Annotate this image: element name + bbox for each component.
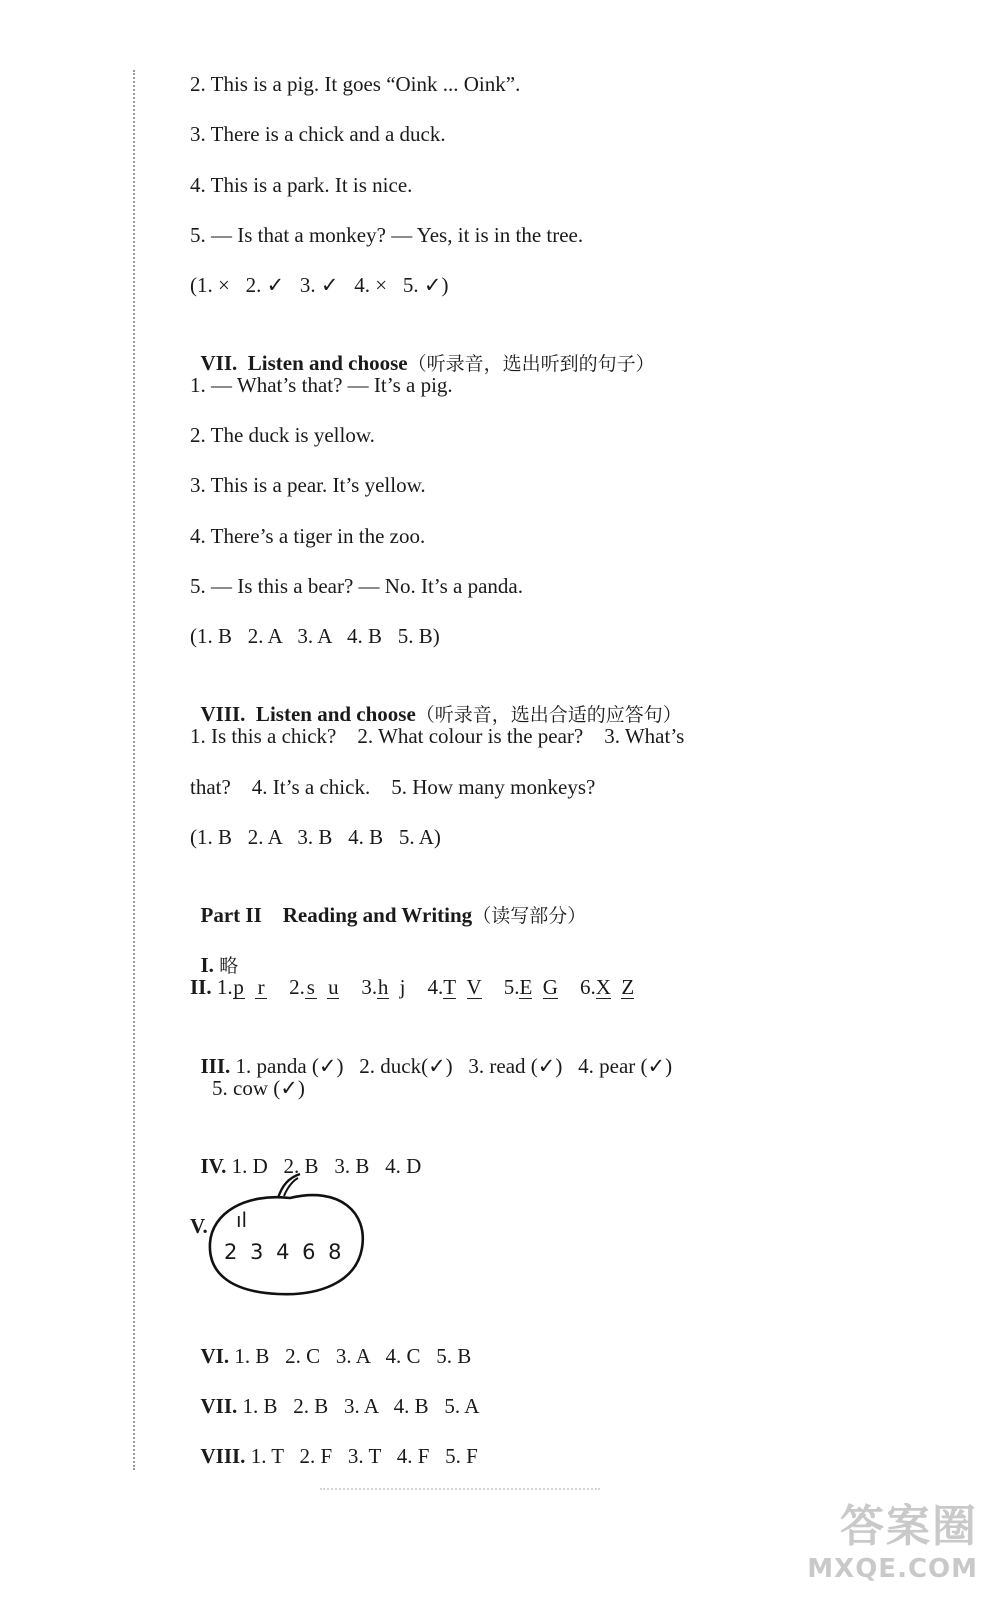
q2-letter: T (443, 975, 457, 999)
s8-heading-en: VIII. Listen and choose (200, 702, 416, 726)
q7-text: 1. B 2. B 3. A 4. B 5. A (242, 1394, 480, 1418)
s8-line-1: 1. Is this a chick? 2. What colour is the pear? 3. What’s (190, 724, 685, 748)
s8-heading (190, 672, 682, 729)
q2-letter: r (255, 976, 267, 999)
part2-heading (190, 873, 586, 930)
s8-line-2: that? 4. It’s a chick. 5. How many monkeys? (190, 775, 596, 799)
q2-letter: j (399, 975, 406, 999)
q2-num: 6. (579, 975, 596, 999)
q2-num: 5. (503, 975, 520, 999)
q2-letter: V (466, 975, 482, 999)
margin-dotted-line (133, 70, 135, 1470)
q2-letter: G (542, 975, 558, 999)
q3-line-2: 5. cow (✓) (212, 1076, 305, 1100)
q2-letter: Z (621, 975, 635, 999)
s7-heading (190, 321, 655, 378)
q4-label: IV. (200, 1154, 227, 1178)
q3-line-1 (190, 1024, 672, 1080)
q5-mark: ıl (236, 1208, 248, 1232)
watermark-en: MXQE.COM (807, 1554, 978, 1584)
q2-letter: h (377, 975, 389, 999)
part2-heading-en: Part II Reading and Writing (200, 903, 473, 927)
q2-letter: p (233, 975, 244, 999)
q3-text-1: 1. panda (✓) 2. duck(✓) 3. read (✓) 4. pear (✓) (235, 1054, 673, 1078)
s7-line-2: 2. The duck is yellow. (190, 423, 375, 447)
watermark-cn: 答案圈 (840, 1501, 978, 1552)
s8-heading-cn: （听录音，选出合适的应答句） (415, 704, 682, 726)
s7-answers: (1. B 2. A 3. A 4. B 5. B) (190, 624, 440, 648)
q2-letter: E (519, 975, 533, 999)
q1-text: 略 (219, 955, 239, 977)
faint-bleed-through (320, 1488, 600, 1494)
part2-heading-cn: （读写部分） (472, 905, 587, 927)
q8-line (190, 1414, 478, 1470)
q2-line (190, 973, 634, 1001)
q2-letter: u (328, 975, 339, 999)
q3-label: III. (200, 1054, 231, 1078)
q2-num: 2. (289, 975, 305, 999)
s7-line-5: 5. — Is this a bear? — No. It’s a panda. (190, 574, 523, 598)
q1-label: I. (200, 953, 214, 977)
s6-line-5: 5. — Is that a monkey? — Yes, it is in the tree. (190, 223, 584, 247)
s7-line-1: 1. — What’s that? — It’s a pig. (190, 373, 453, 397)
q7-label: VII. (200, 1394, 238, 1418)
q8-text: 1. T 2. F 3. T 4. F 5. F (250, 1444, 478, 1468)
q2-label: II. (190, 975, 212, 999)
q2-num: 4. (427, 975, 444, 999)
q7-line (190, 1364, 479, 1420)
q6-label: VI. (200, 1344, 230, 1368)
s6-line-4: 4. This is a park. It is nice. (190, 173, 413, 197)
apple-drawing-icon (190, 1168, 380, 1303)
q1-line (190, 923, 238, 980)
s7-line-3: 3. This is a pear. It’s yellow. (190, 473, 426, 497)
q5-label: V. (190, 1214, 208, 1238)
s6-line-2: 2. This is a pig. It goes “Oink ... Oink”. (190, 72, 521, 96)
q2-letter: s (306, 975, 315, 999)
q6-line (190, 1314, 471, 1370)
q2-num: 1. (216, 975, 233, 999)
s7-line-4: 4. There’s a tiger in the zoo. (190, 524, 426, 548)
watermark (807, 1490, 978, 1584)
q8-label: VIII. (200, 1444, 246, 1468)
s7-heading-cn: （听录音，选出听到的句子） (407, 353, 655, 375)
q4-text: 1. D 2. B 3. B 4. D (231, 1154, 422, 1178)
q2-letter: X (595, 975, 611, 999)
s6-line-3: 3. There is a chick and a duck. (190, 122, 446, 146)
q5-figure (190, 1168, 380, 1303)
q2-num: 3. (361, 975, 378, 999)
s7-heading-en: VII. Listen and choose (200, 351, 408, 375)
q6-text: 1. B 2. C 3. A 4. C 5. B (234, 1344, 472, 1368)
s6-answers: (1. × 2. ✓ 3. ✓ 4. × 5. ✓) (190, 273, 449, 297)
q5-numbers: 2 3 4 6 8 (224, 1240, 345, 1264)
s8-answers: (1. B 2. A 3. B 4. B 5. A) (190, 825, 441, 849)
